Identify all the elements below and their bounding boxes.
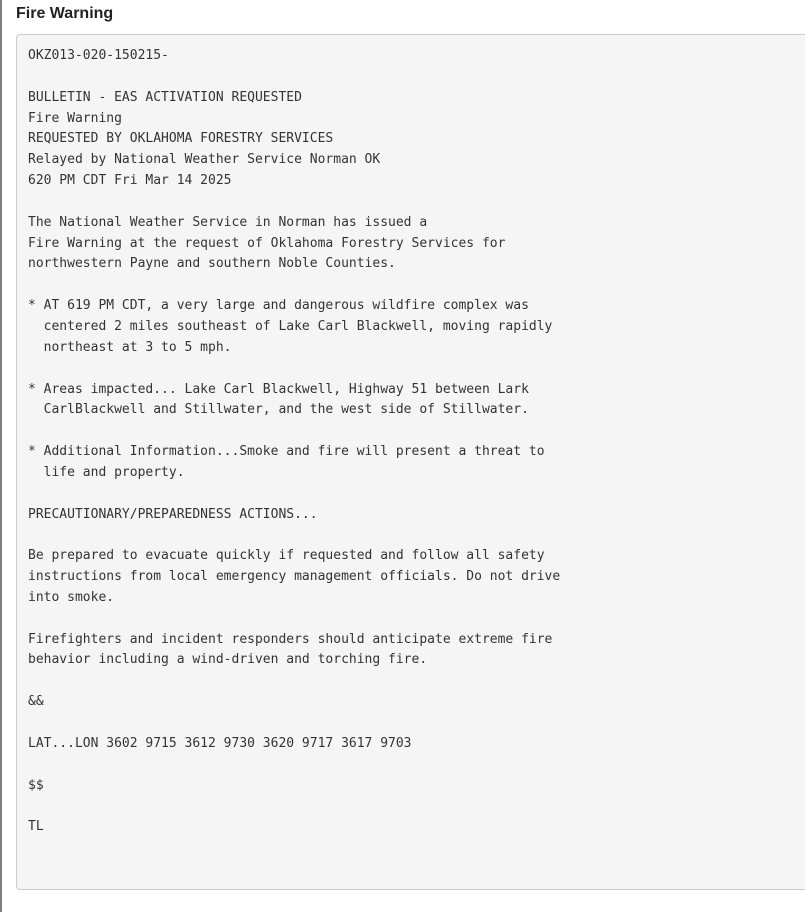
page-title: Fire Warning: [16, 5, 114, 22]
bulletin-text: OKZ013-020-150215- BULLETIN - EAS ACTIVATION REQUESTED Fire Warning REQUESTED BY OKLAHOMA FORESTRY SERVICES Relayed by National Weather Service Norman OK 620 PM CDT Fri Mar 14 2025 The National Weather Service in Norman has issued a Fire Warning at the request of Oklahoma Forestry Services for northwestern Payne and southern Noble Counties. * AT 619 PM CDT, a very large and dangerous wildfire complex was centered 2 miles southeast of Lake Carl Blackwell, moving rapidly northeast at 3 to 5 mph. * Areas impacted... Lake Carl Blackwell, Highway 51 between Lark CarlBlackwell and Stillwater, and the west side of Stillwater. * Additional Information...Smoke and fire will present a threat to life and property. PRECAUTIONARY/PREPAREDNESS ACTIONS... Be prepared to evacuate quickly if requested and follow all safety instructions from local emergency management officials. Do not drive into smoke. Firefighters and incident responders should anticipate extreme fire behavior including a wind-driven and torching fire. && LAT...LON 3602 9715 3612 9730 3620 9717 3617 9703 $$ TL: [28, 48, 561, 835]
bulletin-panel: [16, 34, 805, 890]
left-border-rule: [0, 0, 2, 912]
